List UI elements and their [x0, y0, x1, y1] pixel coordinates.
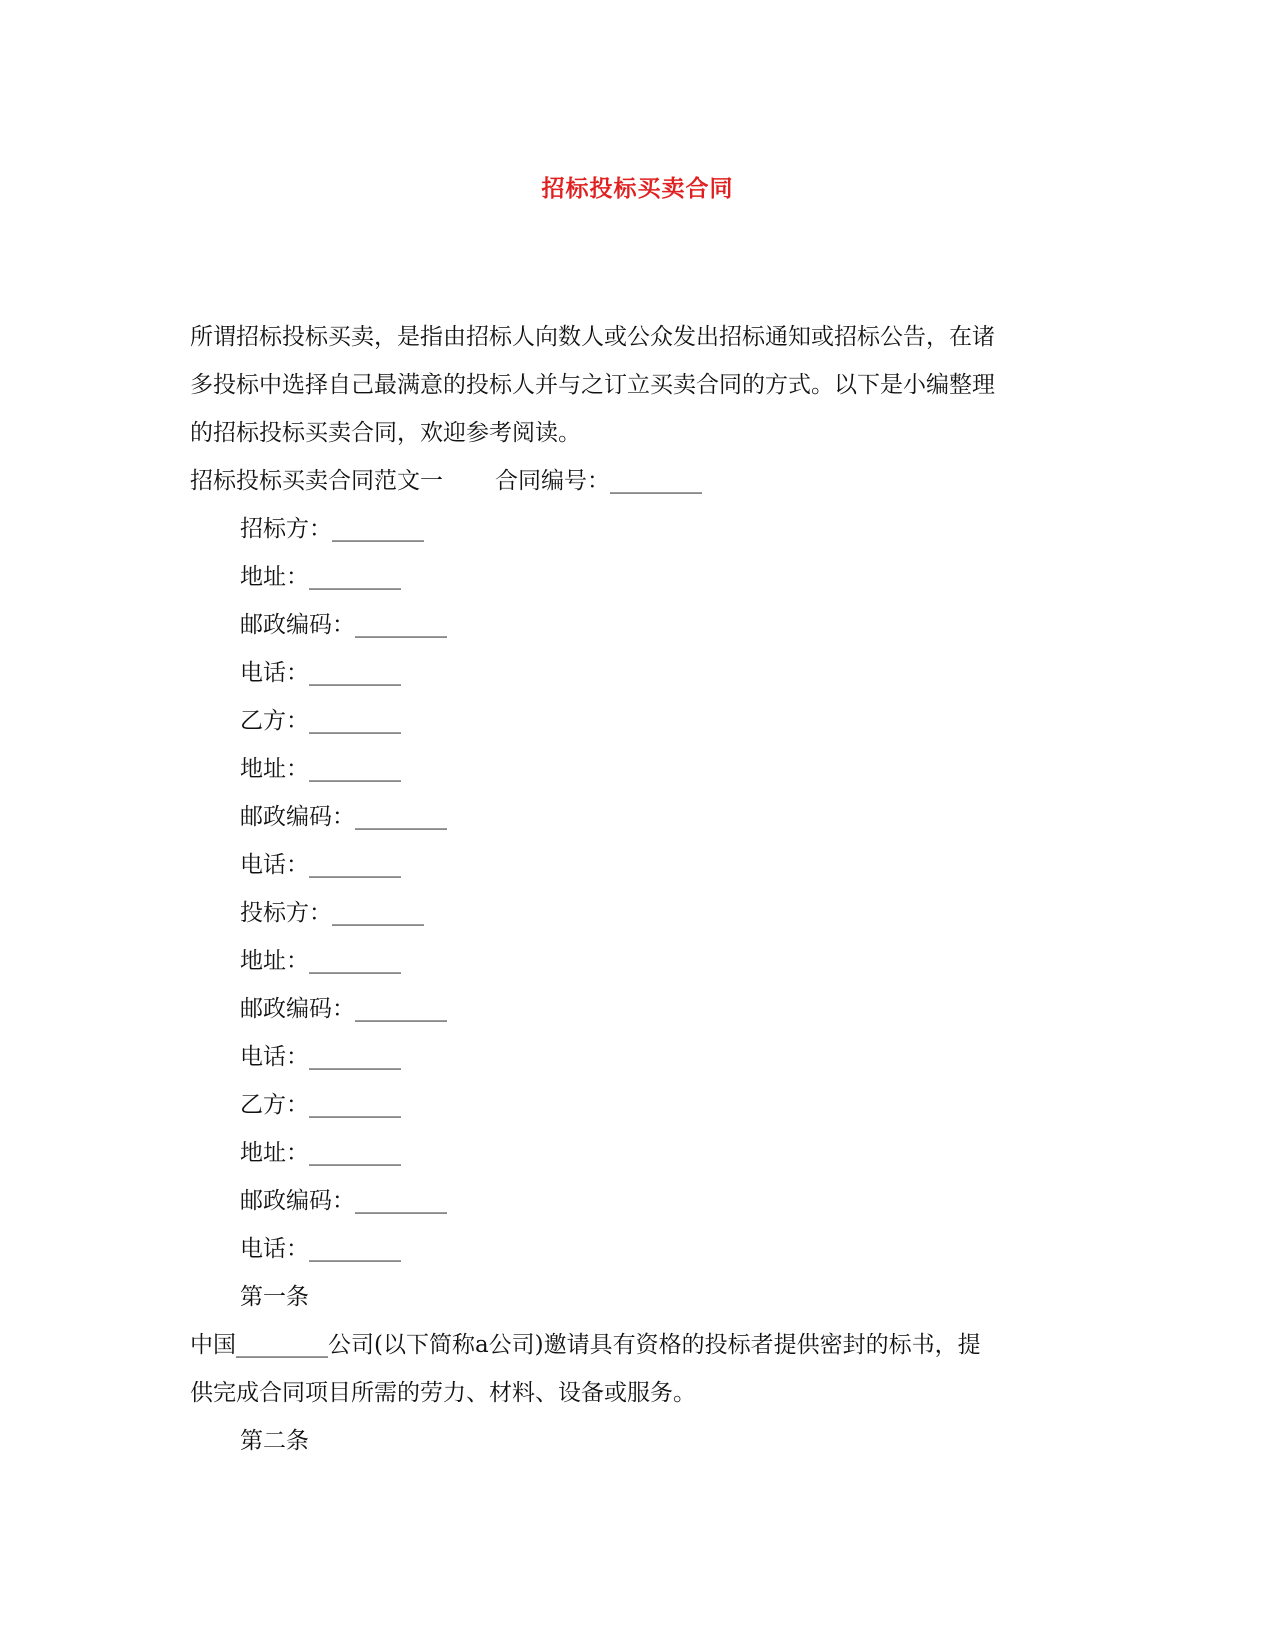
article-1-text: 中国________公司(以下简称a公司)邀请具有资格的投标者提供密封的标书，提 [190, 1332, 981, 1358]
party-field: 地址：________ [240, 948, 401, 974]
party-field: 电话：________ [240, 852, 401, 878]
document-body [190, 313, 1070, 1465]
article-2-heading: 第二条 [240, 1428, 309, 1454]
party-field: 投标方：________ [240, 900, 424, 926]
party-field: 邮政编码：________ [240, 804, 447, 830]
party-field: 乙方：________ [240, 1092, 401, 1118]
party-field: 电话：________ [240, 660, 401, 686]
party-field: 电话：________ [240, 1236, 401, 1262]
intro-line: 所谓招标投标买卖，是指由招标人向数人或公众发出招标通知或招标公告，在诸 [190, 324, 995, 350]
sample-heading: 招标投标买卖合同范文一 [190, 468, 443, 494]
party-field: 电话：________ [240, 1044, 401, 1070]
sample-heading-row [190, 457, 1070, 505]
document-title: 招标投标买卖合同 [541, 176, 734, 202]
party-field: 地址：________ [240, 564, 401, 590]
party-field: 邮政编码：________ [240, 612, 447, 638]
party-field: 乙方：________ [240, 708, 401, 734]
party-field: 邮政编码：________ [240, 1188, 447, 1214]
party-field: 邮政编码：________ [240, 996, 447, 1022]
party-field: 招标方：________ [240, 516, 424, 542]
party-field: 地址：________ [240, 756, 401, 782]
party-field: 地址：________ [240, 1140, 401, 1166]
intro-line: 多投标中选择自己最满意的投标人并与之订立买卖合同的方式。以下是小编整理 [190, 372, 995, 398]
article-1-heading: 第一条 [240, 1284, 309, 1310]
intro-line: 的招标投标买卖合同，欢迎参考阅读。 [190, 420, 581, 446]
contract-number: 合同编号：________ [495, 468, 702, 494]
article-1-text: 供完成合同项目所需的劳力、材料、设备或服务。 [190, 1380, 696, 1406]
